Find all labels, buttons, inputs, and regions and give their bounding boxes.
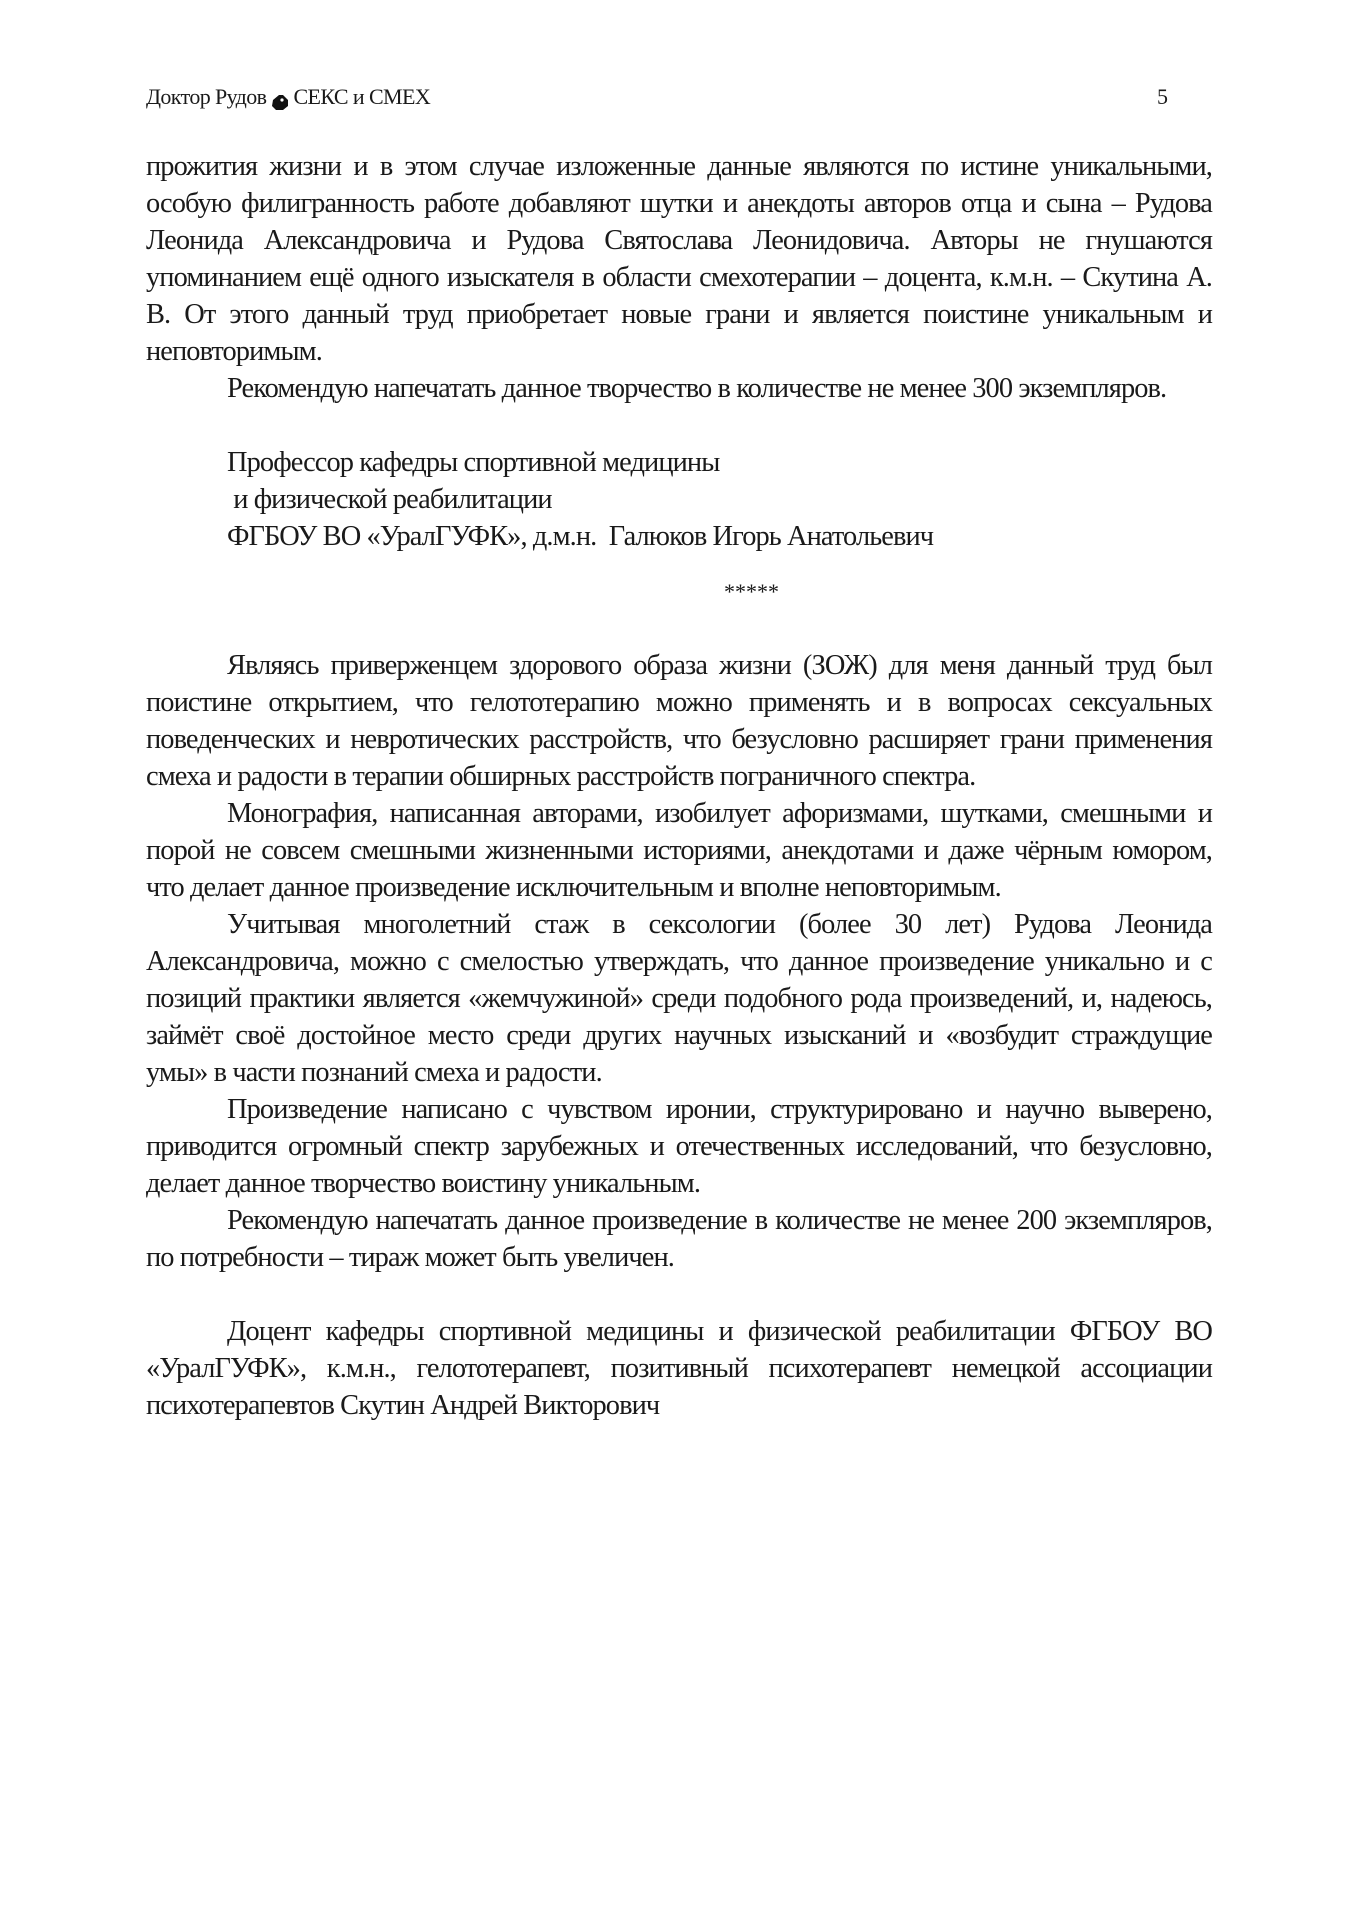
signature-block-1	[146, 444, 1212, 555]
header-title	[146, 82, 430, 112]
signature-1-line-1: Профессор кафедры спортивной медицины	[227, 447, 720, 478]
tag-icon	[271, 89, 289, 106]
signature-block-2: Доцент кафедры спортивной медицины и физической реабилитации ФГБОУ ВО «УралГУФК», к.м.н., гелототерапевт, позитивный психотерапевт немецкой ассоциации психотерапевтов Скутин Андрей Викторович	[146, 1316, 1212, 1421]
document-body	[146, 148, 1212, 1424]
paragraph-continued: прожития жизни и в этом случае изложенные данные являются по истине уникальными, особую филигранность работе добавляют шутки и анекдоты авторов отца и сына – Рудова Леонида Александровича и Рудова Святослава Леонидовича. Авторы не гнушаются упоминанием ещё одного изыскателя в области смехотерапии – доцента, к.м.н. – Скутина А. В. От этого данный труд приобретает новые грани и является поистине уникальным и неповторимым.	[146, 151, 1212, 367]
signature-1-line-3: ФГБОУ ВО «УралГУФК», д.м.н. Галюков Игорь Анатольевич	[227, 521, 934, 552]
review-2-paragraph-2: Монография, написанная авторами, изобилует афоризмами, шутками, смешными и порой не совсем смешными жизненными историями, анекдотами и даже чёрным юмором, что делает данное произведение исключительным и вполне неповторимым.	[146, 798, 1212, 903]
signature-1-line-2: и физической реабилитации	[227, 484, 552, 515]
page-number: 5	[1157, 84, 1168, 109]
header-author: Доктор Рудов	[146, 84, 267, 109]
running-header	[146, 82, 1216, 112]
paragraph-recommendation-1: Рекомендую напечатать данное творчество в количестве не менее 300 экземпляров.	[227, 373, 1167, 404]
review-2-paragraph-1: Являясь приверженцем здорового образа жизни (ЗОЖ) для меня данный труд был поистине открытием, что гелототерапию можно применять и в вопросах сексуальных поведенческих и невротических расстройств, что безусловно расширяет грани применения смеха и радости в терапии обширных расстройств пограничного спектра.	[146, 650, 1212, 792]
review-2-paragraph-4: Произведение написано с чувством иронии, структурировано и научно выверено, приводится огромный спектр зарубежных и отечественных исследований, что безусловно, делает данное творчество воистину уникальным.	[146, 1094, 1212, 1199]
review-2-paragraph-3: Учитывая многолетний стаж в сексологии (более 30 лет) Рудова Леонида Александровича, можно с смелостью утверждать, что данное произведение уникально и с позиций практики является «жемчужиной» среди подобного рода произведений, и, надеюсь, займёт своё достойное место среди других научных изысканий и «возбудит страждущие умы» в части познаний смеха и радости.	[146, 909, 1212, 1088]
review-2-paragraph-5: Рекомендую напечатать данное произведение в количестве не менее 200 экземпляров, по потребности – тираж может быть увеличен.	[146, 1205, 1212, 1273]
section-separator: *****	[724, 579, 779, 604]
header-book-title: СЕКС и СМЕХ	[293, 84, 431, 109]
